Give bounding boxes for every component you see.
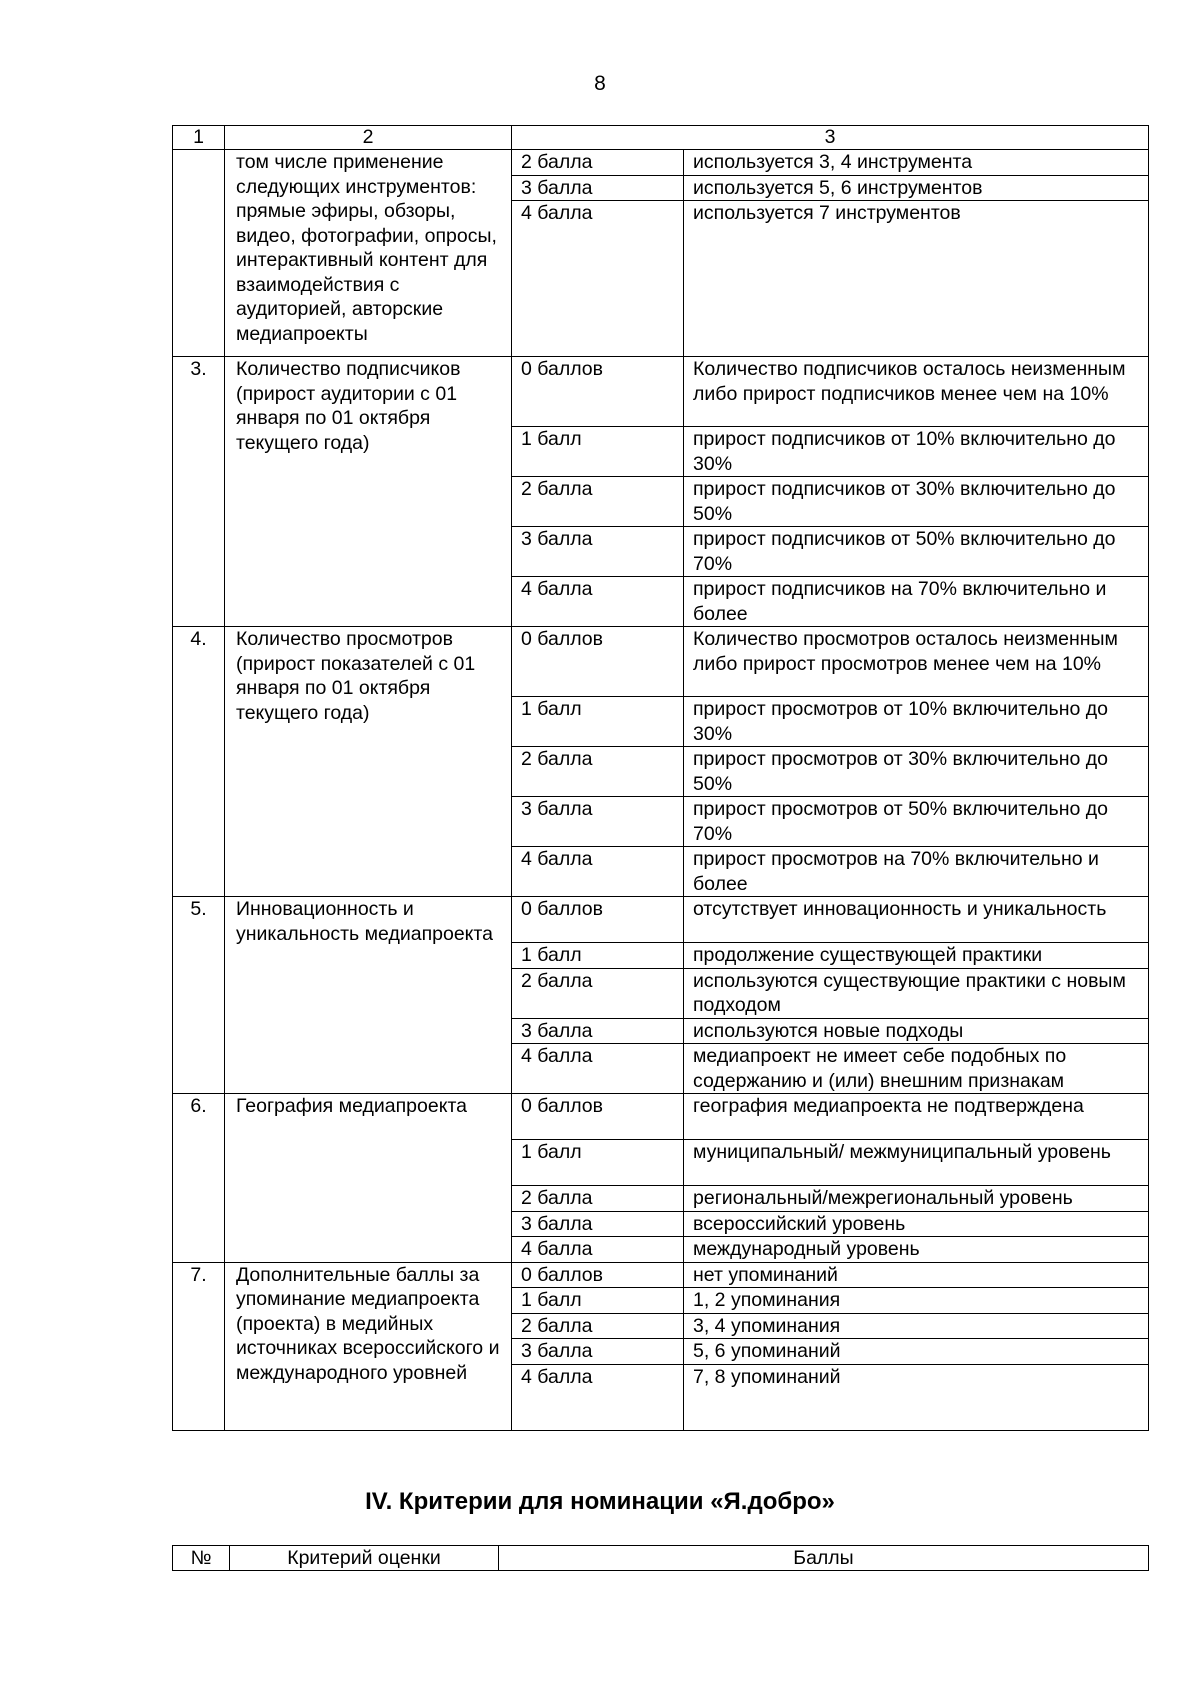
score-cell: 3 балла [512, 1018, 684, 1044]
score-description: география медиапроекта не подтверждена [684, 1094, 1149, 1140]
table-row [173, 1262, 1149, 1288]
score-description: Количество просмотров осталось неизменным либо прирост просмотров менее чем на 10% [684, 627, 1149, 697]
criterion-number: 7. [173, 1262, 225, 1430]
score-description: используются новые подходы [684, 1018, 1149, 1044]
score-description: прирост подписчиков на 70% включительно и более [684, 577, 1149, 627]
score-description: используется 3, 4 инструмента [684, 150, 1149, 176]
score-description: прирост просмотров от 10% включительно до 30% [684, 697, 1149, 747]
score-cell: 2 балла [512, 1313, 684, 1339]
score-cell: 0 баллов [512, 1262, 684, 1288]
score-cell: 4 балла [512, 577, 684, 627]
nomination-table [172, 1545, 1149, 1571]
score-cell: 4 балла [512, 1237, 684, 1263]
score-description: региональный/межрегиональный уровень [684, 1186, 1149, 1212]
score-description: международный уровень [684, 1237, 1149, 1263]
score-cell: 2 балла [512, 968, 684, 1018]
score-description: 3, 4 упоминания [684, 1313, 1149, 1339]
score-cell: 2 балла [512, 477, 684, 527]
criteria-table [172, 125, 1149, 1431]
page-number: 8 [594, 72, 606, 95]
table-row [173, 897, 1149, 943]
score-cell: 3 балла [512, 175, 684, 201]
score-cell: 4 балла [512, 1044, 684, 1094]
score-cell: 2 балла [512, 1186, 684, 1212]
table-row [173, 357, 1149, 427]
score-description: прирост подписчиков от 30% включительно до 50% [684, 477, 1149, 527]
score-cell: 2 балла [512, 150, 684, 176]
score-description: Количество подписчиков осталось неизменным либо прирост подписчиков менее чем на 10% [684, 357, 1149, 427]
criterion-number [173, 150, 225, 357]
score-description: прирост подписчиков от 10% включительно до 30% [684, 427, 1149, 477]
table-row [173, 1094, 1149, 1140]
score-cell: 4 балла [512, 201, 684, 357]
score-description: 5, 6 упоминаний [684, 1339, 1149, 1365]
score-description: прирост просмотров от 30% включительно до 50% [684, 747, 1149, 797]
score-cell: 3 балла [512, 1211, 684, 1237]
score-cell: 4 балла [512, 847, 684, 897]
score-cell: 3 балла [512, 797, 684, 847]
criterion-text: Инновационность и уникальность медиапроекта [225, 897, 512, 1094]
criterion-text: География медиапроекта [225, 1094, 512, 1263]
header-points: Баллы [499, 1546, 1149, 1571]
criterion-number: 6. [173, 1094, 225, 1263]
score-description: 7, 8 упоминаний [684, 1364, 1149, 1430]
score-description: используется 7 инструментов [684, 201, 1149, 357]
score-cell: 1 балл [512, 697, 684, 747]
criterion-text: Количество подписчиков (прирост аудитории с 01 января по 01 октября текущего года) [225, 357, 512, 627]
score-cell: 1 балл [512, 1288, 684, 1314]
criterion-number: 5. [173, 897, 225, 1094]
score-description: медиапроект не имеет себе подобных по содержанию и (или) внешним признакам [684, 1044, 1149, 1094]
table-row [173, 627, 1149, 697]
header-number: № [173, 1546, 230, 1571]
header-col-1: 1 [173, 126, 225, 150]
criterion-text: Количество просмотров (прирост показателей с 01 января по 01 октября текущего года) [225, 627, 512, 897]
table-header-row [173, 1546, 1149, 1571]
criterion-number: 4. [173, 627, 225, 897]
score-description: продолжение существующей практики [684, 943, 1149, 969]
score-cell: 0 баллов [512, 897, 684, 943]
table-row [173, 150, 1149, 176]
score-description: всероссийский уровень [684, 1211, 1149, 1237]
score-description: отсутствует инновационность и уникальность [684, 897, 1149, 943]
score-description: нет упоминаний [684, 1262, 1149, 1288]
score-cell: 0 баллов [512, 627, 684, 697]
score-description: используются существующие практики с новым подходом [684, 968, 1149, 1018]
score-cell: 0 баллов [512, 357, 684, 427]
header-col-3: 3 [512, 126, 1149, 150]
header-col-2: 2 [225, 126, 512, 150]
section-title: IV. Критерии для номинации «Я.добро» [365, 1488, 835, 1515]
score-cell: 2 балла [512, 747, 684, 797]
criterion-text: Дополнительные баллы за упоминание медиапроекта (проекта) в медийных источниках всероссийского и международного уровней [225, 1262, 512, 1430]
score-cell: 0 баллов [512, 1094, 684, 1140]
score-cell: 3 балла [512, 527, 684, 577]
score-description: прирост просмотров на 70% включительно и более [684, 847, 1149, 897]
score-cell: 3 балла [512, 1339, 684, 1365]
table-header-row [173, 126, 1149, 150]
score-description: прирост подписчиков от 50% включительно до 70% [684, 527, 1149, 577]
criterion-text: том числе применение следующих инструментов: прямые эфиры, обзоры, видео, фотографии, опросы, интерактивный контент для взаимодействия с аудиторией, авторские медиапроекты [225, 150, 512, 357]
header-criterion: Критерий оценки [230, 1546, 499, 1571]
score-cell: 1 балл [512, 427, 684, 477]
score-cell: 4 балла [512, 1364, 684, 1430]
score-cell: 1 балл [512, 1140, 684, 1186]
score-description: используется 5, 6 инструментов [684, 175, 1149, 201]
score-description: муниципальный/ межмуниципальный уровень [684, 1140, 1149, 1186]
score-description: прирост просмотров от 50% включительно до 70% [684, 797, 1149, 847]
criterion-number: 3. [173, 357, 225, 627]
score-cell: 1 балл [512, 943, 684, 969]
score-description: 1, 2 упоминания [684, 1288, 1149, 1314]
